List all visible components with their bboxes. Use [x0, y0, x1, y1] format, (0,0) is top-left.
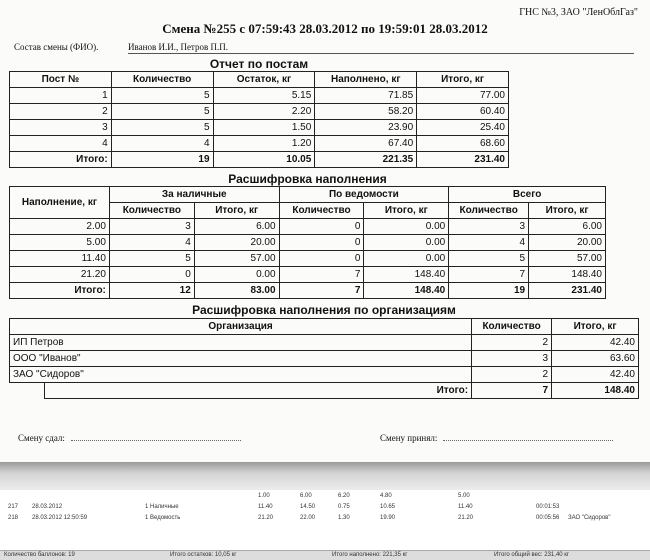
cell: 218	[8, 515, 19, 521]
fill-group-cash: За наличные	[109, 187, 279, 203]
posts-col-post: Пост №	[10, 72, 112, 88]
cell: 20.00	[194, 235, 279, 251]
crew-underline	[128, 53, 634, 54]
received-label: Смену принял:	[380, 433, 438, 443]
org-header-row	[10, 319, 639, 335]
posts-col-qty: Количество	[111, 72, 213, 88]
cell: 148.40	[529, 267, 606, 283]
table-row	[10, 120, 509, 136]
cell: 1 Наличные	[145, 504, 179, 510]
table-row	[10, 136, 509, 152]
cell: 83.00	[194, 283, 279, 299]
cell: 1.20	[213, 136, 315, 152]
cell: 11.40	[258, 504, 273, 510]
cell: 148.40	[364, 283, 449, 299]
blank-cell	[10, 383, 45, 399]
cell: 4	[10, 136, 112, 152]
cell: 60.40	[417, 104, 509, 120]
fill-section-title: Расшифровка наполнения	[228, 172, 387, 186]
table-row	[10, 219, 606, 235]
cell: 3	[10, 120, 112, 136]
cell: 22.00	[300, 515, 316, 521]
fill-header-row	[10, 187, 606, 203]
table-row	[10, 251, 606, 267]
total-label: Итого:	[44, 383, 471, 399]
cell: 221.35	[315, 152, 417, 168]
cell: 0.00	[364, 251, 449, 267]
cell: 5.00	[458, 493, 470, 499]
cell: 5	[111, 88, 213, 104]
cell: 00:01:53	[536, 504, 560, 510]
cell: 3	[472, 351, 552, 367]
cell: 28.03.2012	[32, 504, 63, 510]
total-label: Итого:	[10, 283, 110, 299]
table-row	[10, 104, 509, 120]
fill-sub-total: Итого, кг	[529, 203, 606, 219]
cell: 1.30	[338, 515, 350, 521]
posts-table	[9, 71, 509, 168]
cell: 148.40	[552, 383, 639, 399]
cell: 10.65	[380, 504, 396, 510]
cell: 0	[279, 251, 364, 267]
cell: 2.20	[213, 104, 315, 120]
fill-col-fill: Наполнение, кг	[10, 187, 110, 219]
cell: 7	[279, 267, 364, 283]
cell: 5	[111, 104, 213, 120]
cell: 217	[8, 504, 19, 510]
fill-sub-qty: Количество	[279, 203, 364, 219]
fill-sub-qty: Количество	[109, 203, 194, 219]
crew-line	[14, 42, 634, 52]
cell: 2.00	[10, 219, 110, 235]
posts-col-filled: Наполнено, кг	[315, 72, 417, 88]
org-col-total: Итого, кг	[552, 319, 639, 335]
cell: 3	[449, 219, 529, 235]
cell: 20.00	[529, 235, 606, 251]
cell: 11.40	[458, 504, 473, 510]
cell: ЗАО "Сидоров"	[10, 367, 472, 383]
fill-group-statement: По ведомости	[279, 187, 449, 203]
cell: 0	[279, 219, 364, 235]
org-total-row	[10, 383, 639, 399]
cell: 71.85	[315, 88, 417, 104]
cell: 7	[472, 383, 552, 399]
cell: 67.40	[315, 136, 417, 152]
cell: 5	[109, 251, 194, 267]
posts-section-title: Отчет по постам	[209, 57, 309, 71]
cell: 4	[449, 235, 529, 251]
cell: 63.60	[552, 351, 639, 367]
handed-label: Смену сдал:	[18, 433, 65, 443]
cell: 0	[279, 235, 364, 251]
cell: 2	[472, 367, 552, 383]
fill-sub-total: Итого, кг	[364, 203, 449, 219]
fill-sub-total: Итого, кг	[194, 203, 279, 219]
posts-col-total: Итого, кг	[417, 72, 509, 88]
cell: ИП Петров	[10, 335, 472, 351]
total-label: Итого:	[10, 152, 112, 168]
cell: 5	[111, 120, 213, 136]
cell: 6.20	[338, 493, 350, 499]
cell: 21.20	[258, 515, 274, 521]
org-section-title: Расшифровка наполнения по организациям	[192, 303, 456, 317]
signature-line	[443, 440, 613, 441]
cell: 6.00	[529, 219, 606, 235]
cell: 77.00	[417, 88, 509, 104]
table-row[interactable]	[0, 493, 650, 502]
cell: 5.00	[10, 235, 110, 251]
cell: 21.20	[10, 267, 110, 283]
cell: 10.05	[213, 152, 315, 168]
posts-total-row	[10, 152, 509, 168]
cell: 5.15	[213, 88, 315, 104]
cell: 0.00	[364, 235, 449, 251]
cell: 6.00	[194, 219, 279, 235]
cell: 14.50	[300, 504, 316, 510]
org-col-name: Организация	[10, 319, 472, 335]
cell: 1.00	[258, 493, 270, 499]
cell: 58.20	[315, 104, 417, 120]
cell: 68.60	[417, 136, 509, 152]
cell: ООО "Иванов"	[10, 351, 472, 367]
cell: 0	[109, 267, 194, 283]
handed-over-signature	[18, 433, 241, 443]
cell: 2	[10, 104, 112, 120]
table-row	[10, 335, 639, 351]
cell: 57.00	[529, 251, 606, 267]
cell: 6.00	[300, 493, 312, 499]
cell: 23.90	[315, 120, 417, 136]
table-row	[10, 235, 606, 251]
received-signature	[380, 433, 613, 443]
status-rest: Итого остатков: 10,05 кг	[170, 552, 237, 558]
org-table	[9, 318, 639, 399]
cell: 0.00	[364, 219, 449, 235]
table-row[interactable]	[0, 504, 650, 513]
cell: 4.80	[380, 493, 392, 499]
table-row	[10, 267, 606, 283]
cell: 42.40	[552, 367, 639, 383]
cell: 7	[279, 283, 364, 299]
cell: 28.03.2012 12:50:59	[32, 515, 88, 521]
fill-group-total: Всего	[449, 187, 606, 203]
data-grid	[0, 490, 650, 559]
table-row[interactable]	[0, 515, 650, 524]
status-total-weight: Итого общий вес: 231,40 кг	[494, 552, 570, 558]
cell: ЗАО "Сидоров"	[568, 515, 611, 521]
cell: 2	[472, 335, 552, 351]
cell: 19.90	[380, 515, 396, 521]
cell: 7	[449, 267, 529, 283]
posts-col-rest: Остаток, кг	[213, 72, 315, 88]
cell: 1 Ведомость	[145, 515, 181, 521]
cell: 4	[111, 136, 213, 152]
fill-total-row	[10, 283, 606, 299]
cell: 42.40	[552, 335, 639, 351]
cell: 57.00	[194, 251, 279, 267]
cell: 00:05:56	[536, 515, 560, 521]
cell: 4	[109, 235, 194, 251]
cell: 0.75	[338, 504, 350, 510]
cell: 231.40	[529, 283, 606, 299]
cell: 5	[449, 251, 529, 267]
crew-label: Состав смены (ФИО).	[14, 42, 99, 52]
fill-table	[9, 186, 606, 299]
app-window	[0, 462, 650, 559]
cell: 231.40	[417, 152, 509, 168]
cell: 1.50	[213, 120, 315, 136]
report-title: Смена №255 с 07:59:43 28.03.2012 по 19:59:01 28.03.2012	[162, 21, 488, 36]
cell: 3	[109, 219, 194, 235]
posts-header-row	[10, 72, 509, 88]
cell: 19	[111, 152, 213, 168]
organization-name: ГНС №3, ЗАО "ЛенОблГаз"	[519, 7, 638, 18]
table-row	[10, 367, 639, 383]
cell: 1	[10, 88, 112, 104]
cell: 25.40	[417, 120, 509, 136]
crew-value: Иванов И.И., Петров П.П.	[128, 42, 228, 52]
table-row	[10, 88, 509, 104]
org-col-qty: Количество	[472, 319, 552, 335]
fill-sub-qty: Количество	[449, 203, 529, 219]
table-row	[10, 351, 639, 367]
cell: 12	[109, 283, 194, 299]
signature-line	[71, 440, 241, 441]
cell: 21.20	[458, 515, 474, 521]
status-filled: Итого наполнено: 221,35 кг	[332, 552, 408, 558]
cell: 19	[449, 283, 529, 299]
cell: 0.00	[194, 267, 279, 283]
cell: 148.40	[364, 267, 449, 283]
status-cylinders: Количество баллонов: 19	[4, 552, 75, 558]
window-strip	[0, 462, 650, 490]
cell: 11.40	[10, 251, 110, 267]
